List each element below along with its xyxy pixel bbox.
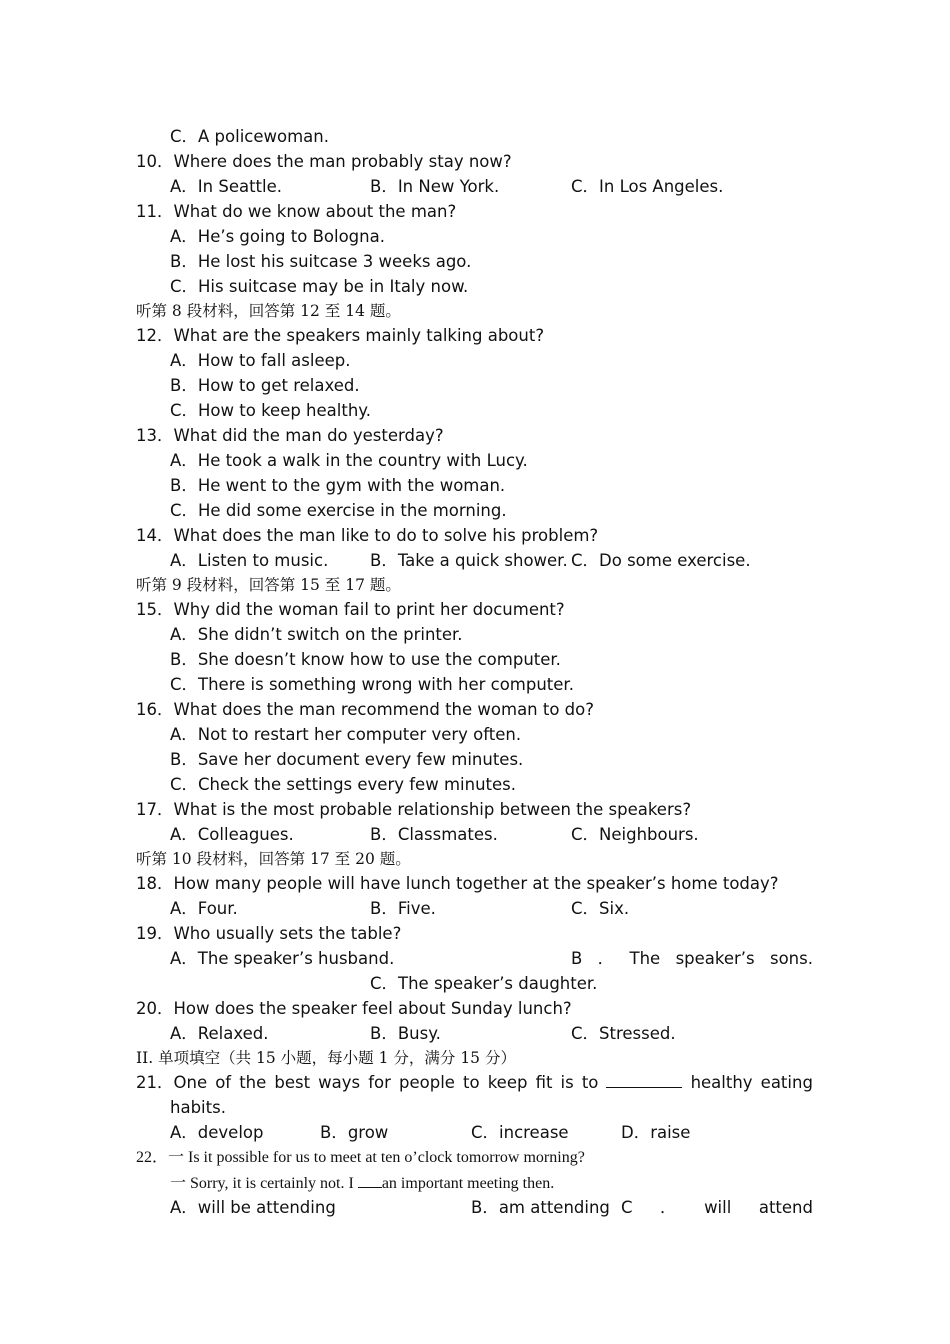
- q16-option-b: B．Save her document every few minutes.: [170, 750, 524, 769]
- q22-option-c-word: attend: [758, 1198, 813, 1217]
- q14-option-c: C．Do some exercise.: [571, 551, 751, 570]
- q22-answer-blank: [358, 1173, 382, 1188]
- q21-option-d: D．raise: [621, 1123, 691, 1142]
- q17-option-c: C．Neighbours.: [571, 825, 699, 844]
- q21-option-b: B．grow: [320, 1123, 389, 1142]
- q21-option-c: C．increase: [471, 1123, 569, 1142]
- q21-word: best: [274, 1073, 311, 1092]
- q21-word: to: [463, 1073, 480, 1092]
- q19-stem: 19．Who usually sets the table?: [136, 924, 402, 943]
- q18-option-a: A．Four.: [170, 899, 238, 918]
- q22-option-a: A．will be attending: [170, 1198, 336, 1217]
- q12-stem: 12．What are the speakers mainly talking about?: [136, 326, 545, 345]
- q21-word: of: [215, 1073, 232, 1092]
- q14-option-b: B．Take a quick shower.: [370, 551, 568, 570]
- q11-option-a: A．He’s going to Bologna.: [170, 227, 385, 246]
- q15-option-c: C．There is something wrong with her computer.: [170, 675, 574, 694]
- q13-option-b: B．He went to the gym with the woman.: [170, 476, 506, 495]
- q22-option-c-dot: ．: [660, 1198, 677, 1217]
- q14-option-a: A．Listen to music.: [170, 551, 329, 570]
- q19-option-b: [571, 949, 813, 969]
- q10-stem: 10．Where does the man probably stay now?: [136, 152, 512, 171]
- q10-option-c: C．In Los Angeles.: [571, 177, 724, 196]
- q19-option-a: A．The speaker’s husband.: [170, 949, 395, 968]
- q9-option-c: C．A policewoman.: [170, 127, 329, 146]
- q20-stem: 20．How does the speaker feel about Sunday lunch?: [136, 999, 572, 1018]
- q22-option-b: B．am attending: [471, 1198, 610, 1217]
- q10-option-a: A．In Seattle.: [170, 177, 283, 196]
- q20-option-a: A．Relaxed.: [170, 1024, 269, 1043]
- q18-option-c: C．Six.: [571, 899, 630, 918]
- q15-stem: 15．Why did the woman fail to print her document?: [136, 600, 565, 619]
- section-10-instruction: 听第 10 段材料，回答第 17 至 20 题。: [136, 850, 411, 868]
- q13-stem: 13．What did the man do yesterday?: [136, 426, 444, 445]
- q21-word: eating: [760, 1073, 813, 1092]
- q19-option-b-dot: ．: [597, 949, 615, 968]
- section-8-instruction: 听第 8 段材料，回答第 12 至 14 题。: [136, 302, 401, 320]
- q21-word: 21．One: [136, 1073, 208, 1092]
- q20-option-c: C．Stressed.: [571, 1024, 676, 1043]
- q11-option-b: B．He lost his suitcase 3 weeks ago.: [170, 252, 472, 271]
- q22-line-2-end: an important meeting then.: [381, 1175, 555, 1192]
- q22-option-c-word: will: [704, 1198, 732, 1217]
- q22-line-2-start: 一 Sorry, it is certainly not. I: [170, 1175, 358, 1192]
- q19-option-c: C．The speaker’s daughter.: [370, 974, 598, 993]
- q21-stem: [136, 1073, 813, 1093]
- q14-stem: 14．What does the man like to do to solve his problem?: [136, 526, 599, 545]
- q21-word: healthy: [690, 1073, 753, 1092]
- q21-word: is: [560, 1073, 574, 1092]
- q19-option-b-word: sons.: [769, 949, 813, 968]
- q13-option-a: A．He took a walk in the country with Lucy.: [170, 451, 528, 470]
- q20-option-b: B．Busy.: [370, 1024, 441, 1043]
- q21-word: people: [399, 1073, 455, 1092]
- q21-word: ways: [318, 1073, 361, 1092]
- q21-word: to: [581, 1073, 599, 1092]
- q21-word: fit: [535, 1073, 553, 1092]
- q15-option-a: A．She didn’t switch on the printer.: [170, 625, 463, 644]
- q22-option-c-letter: C: [621, 1198, 633, 1217]
- q22-option-c: [621, 1198, 813, 1218]
- q11-stem: 11．What do we know about the man?: [136, 202, 457, 221]
- q21-word: for: [368, 1073, 391, 1092]
- q21-answer-blank: [606, 1073, 682, 1088]
- q21-word: the: [239, 1073, 267, 1092]
- q13-option-c: C．He did some exercise in the morning.: [170, 501, 507, 520]
- q21-option-a: A．develop: [170, 1123, 264, 1142]
- q16-option-c: C．Check the settings every few minutes.: [170, 775, 516, 794]
- part-2-heading: II. 单项填空（共 15 小题，每小题 1 分，满分 15 分）: [136, 1049, 516, 1067]
- q17-option-b: B．Classmates.: [370, 825, 498, 844]
- q17-option-a: A．Colleagues.: [170, 825, 294, 844]
- q17-stem: 17．What is the most probable relationship between the speakers?: [136, 800, 692, 819]
- q18-option-b: B．Five.: [370, 899, 436, 918]
- q21-stem-continued: habits.: [170, 1098, 226, 1117]
- q15-option-b: B．She doesn’t know how to use the computer.: [170, 650, 561, 669]
- section-9-instruction: 听第 9 段材料，回答第 15 至 17 题。: [136, 576, 401, 594]
- q21-word: keep: [487, 1073, 528, 1092]
- q12-option-b: B．How to get relaxed.: [170, 376, 360, 395]
- q22-dialogue-line-1: 22．一 Is it possible for us to meet at ten o’clock tomorrow morning?: [136, 1149, 585, 1166]
- q19-option-b-word: speaker’s: [675, 949, 755, 968]
- q11-option-c: C．His suitcase may be in Italy now.: [170, 277, 469, 296]
- q12-option-a: A．How to fall asleep.: [170, 351, 351, 370]
- q16-stem: 16．What does the man recommend the woman to do?: [136, 700, 595, 719]
- q19-option-b-letter: B: [571, 949, 583, 968]
- q10-option-b: B．In New York.: [370, 177, 500, 196]
- q12-option-c: C．How to keep healthy.: [170, 401, 371, 420]
- q16-option-a: A．Not to restart her computer very often.: [170, 725, 522, 744]
- q19-option-b-word: The: [629, 949, 661, 968]
- q18-stem: 18．How many people will have lunch together at the speaker’s home today?: [136, 874, 779, 893]
- q22-dialogue-line-2: [170, 1173, 554, 1194]
